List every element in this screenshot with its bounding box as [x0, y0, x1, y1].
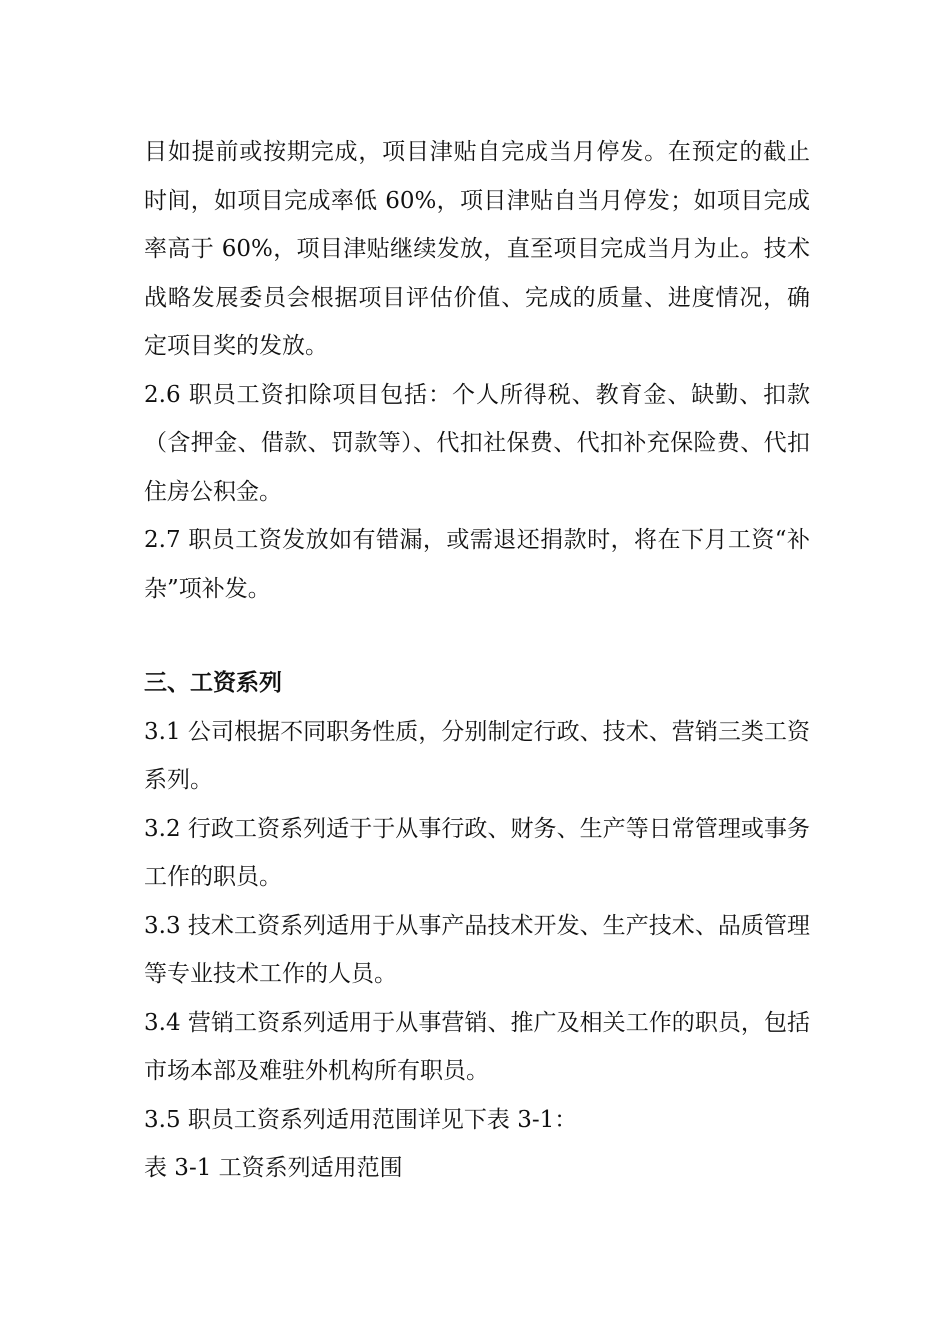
paragraph-2-6-deductions: 2.6 职员工资扣除项目包括：个人所得税、教育金、缺勤、扣款（含押金、借款、罚款等）、代扣社保费、代扣补充保险费、代扣住房公积金。 [144, 381, 810, 505]
paragraph-3-1: 3.1 公司根据不同职务性质，分别制定行政、技术、营销三类工资系列。 [144, 718, 810, 793]
paragraph-3-3: 3.3 技术工资系列适用于从事产品技术开发、生产技术、品质管理等专业技术工作的人员。 [144, 912, 810, 987]
document-body [144, 128, 810, 1193]
paragraph-project-allowance: 目如提前或按期完成，项目津贴自完成当月停发。在预定的截止时间，如项目完成率低 60%，项目津贴自当月停发；如项目完成率高于 60%，项目津贴继续发放，直至项目完成当月为止。技术战略发展委员会根据项目评估价值、完成的质量、进度情况，确定项目奖的发放。 [144, 139, 810, 359]
table-caption-3-1: 表 3-1 工资系列适用范围 [144, 1155, 403, 1181]
paragraph-3-4: 3.4 营销工资系列适用于从事营销、推广及相关工作的职员，包括市场本部及难驻外机构所有职员。 [144, 1009, 810, 1084]
section-spacer [144, 613, 810, 659]
paragraph-3-5: 3.5 职员工资系列适用范围详见下表 3-1： [144, 1106, 578, 1133]
section-heading-salary-series: 三、工资系列 [144, 669, 282, 696]
paragraph-3-2: 3.2 行政工资系列适于于从事行政、财务、生产等日常管理或事务工作的职员。 [144, 815, 810, 890]
paragraph-2-7-corrections: 2.7 职员工资发放如有错漏，或需退还捐款时，将在下月工资“补杂”项补发。 [144, 527, 810, 602]
